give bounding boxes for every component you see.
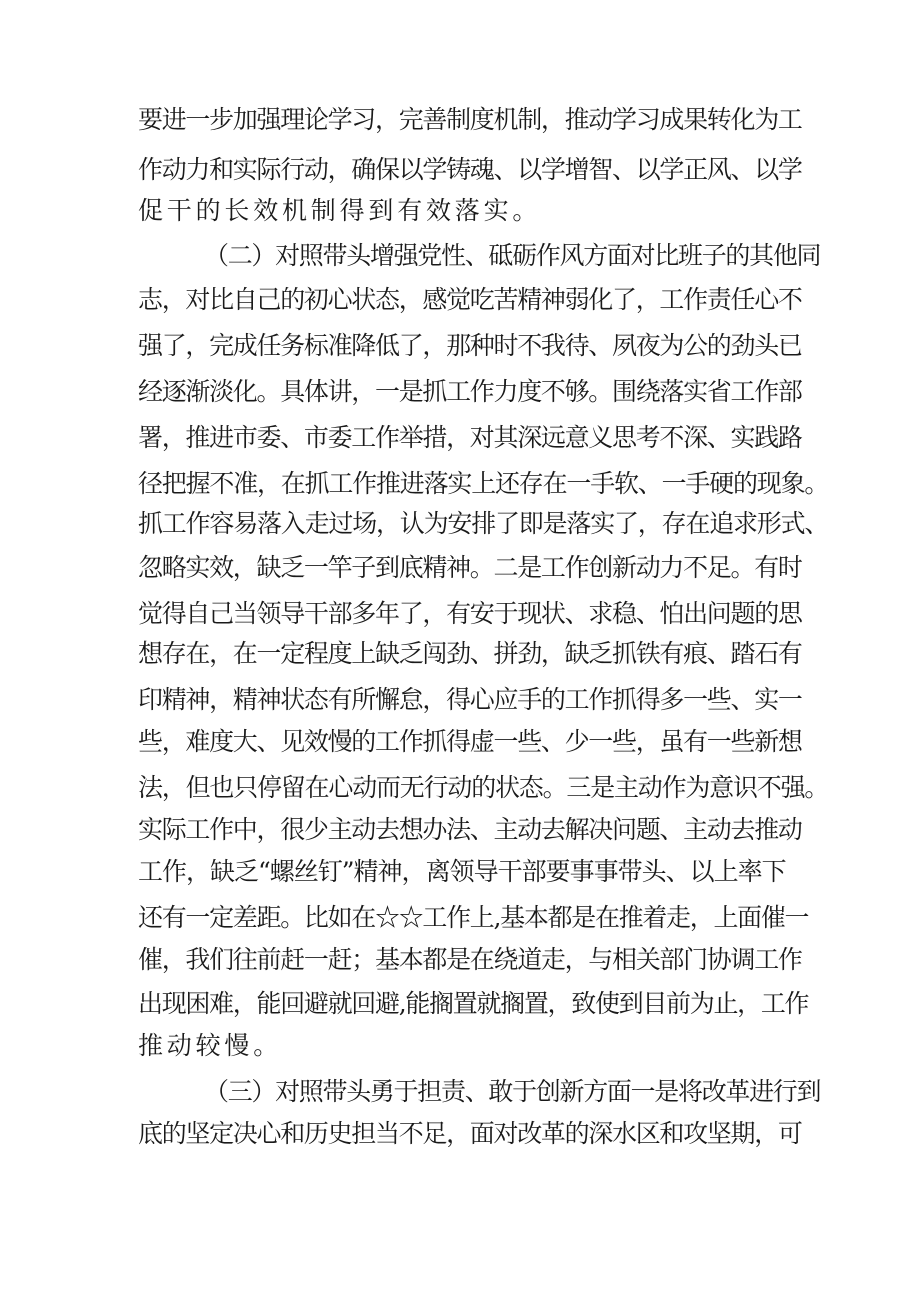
text-line-9: 径把握不准，在抓工作推进落实上还存在一手软、一手硬的现象。 — [138, 469, 829, 498]
text-line-13: 想存在，在一定程度上缺乏闯劲、拼劲，缺乏抓铁有痕、踏石有 — [138, 639, 802, 668]
text-line-2: 作动力和实际行动，确保以学铸魂、以学增智、以学正风、以学 — [138, 155, 802, 184]
text-line-14: 印精神，精神状态有所懈怠，得心应手的工作抓得多一些、实一 — [138, 685, 802, 714]
text-line-10: 抓工作容易落入走过场，认为安排了即是落实了，存在追求形式、 — [138, 509, 829, 538]
paragraph-3-line-1: （三）对照带头勇于担责、敢于创新方面一是将改革进行到 — [204, 1077, 821, 1106]
paragraph-2-line-1: （二）对照带头增强党性、砥砺作风方面对比班子的其他同 — [204, 241, 821, 270]
text-line-18: 工作，缺乏“螺丝钉”精神，离领导干部要事事带头、以上率下 — [138, 857, 786, 886]
text-line-8: 署，推进市委、市委工作举措，对其深远意义思考不深、实践路 — [138, 423, 802, 452]
text-line-22: 推动较慢。 — [138, 1031, 283, 1060]
text-line-20: 催，我们往前赶一赶；基本都是在绕道走，与相关部门协调工作 — [138, 945, 802, 974]
text-line-19: 还有一定差距。比如在☆☆工作上,基本都是在推着走，上面催一 — [138, 903, 809, 932]
text-line-12: 觉得自己当领导干部多年了，有安于现状、求稳、怕出问题的思 — [138, 599, 802, 628]
text-line-15: 些，难度大、见效慢的工作抓得虚一些、少一些，虽有一些新想 — [138, 727, 802, 756]
text-line-24: 底的坚定决心和历史担当不足，面对改革的深水区和攻坚期，可 — [138, 1119, 802, 1148]
text-line-3: 促干的长效机制得到有效落实。 — [138, 196, 542, 225]
text-line-11: 忽略实效，缺乏一竿子到底精神。二是工作创新动力不足。有时 — [138, 553, 802, 582]
text-line-7: 经逐渐淡化。具体讲，一是抓工作力度不够。围绕落实省工作部 — [138, 377, 802, 406]
text-line-17: 实际工作中，很少主动去想办法、主动去解决问题、主动去推动 — [138, 815, 802, 844]
text-line-21: 出现困难，能回避就回避,能搁置就搁置，致使到目前为止，工作 — [138, 989, 809, 1018]
text-line-16: 法，但也只停留在心动而无行动的状态。三是主动作为意识不强。 — [138, 773, 829, 802]
text-line-5: 志，对比自己的初心状态，感觉吃苦精神弱化了，工作责任心不 — [138, 285, 802, 314]
text-line-1: 要进一步加强理论学习，完善制度机制，推动学习成果转化为工 — [138, 105, 802, 134]
text-line-6: 强了，完成任务标准降低了，那种时不我待、夙夜为公的劲头已 — [138, 331, 802, 360]
